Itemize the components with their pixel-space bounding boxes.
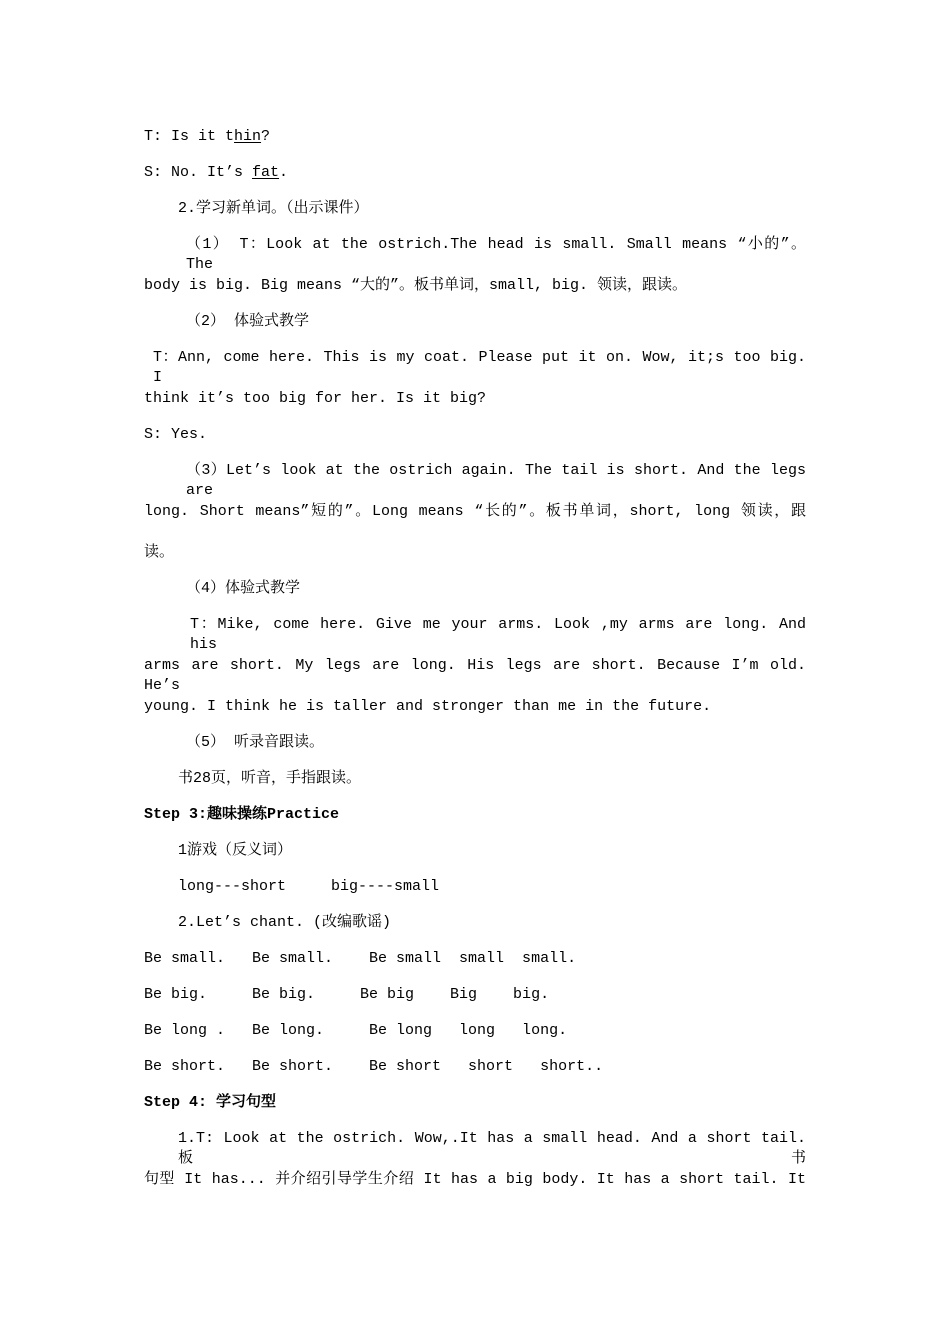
paragraph-line: （3）Let’s look at the ostrich again. The tail is short. And the legs are (186, 462, 806, 499)
paragraph-line: T：Mike, come here. Give me your arms. Look ,my arms are long. And his (190, 616, 806, 653)
paragraph-line: young. I think he is taller and stronger than me in the future. (144, 698, 712, 715)
dialogue-line-student: S: Yes. (144, 426, 208, 443)
chant-line: Be long . Be long. Be long long long. (144, 1022, 568, 1039)
paragraph-line: 1.T: Look at the ostrich. Wow,.It has a small head. And a short tail. 板书 (178, 1130, 806, 1167)
text-segment: S: No. It’s (144, 164, 253, 181)
step-3-heading: Step 3:趣味操练Practice (144, 806, 340, 823)
step-4-heading: Step 4: 学习句型 (144, 1094, 277, 1111)
paragraph-line: think it’s too big for her. Is it big? (144, 390, 487, 407)
text-segment: ? (261, 128, 271, 145)
chant-line: Be small. Be small. Be small small small. (144, 950, 577, 967)
section-heading-new-words: 2.学习新单词。（出示课件） (178, 200, 369, 217)
paragraph-line: 读。 (144, 544, 175, 561)
paragraph-line: 句型 It has... 并介绍引导学生介绍 It has a big body. It has a short tail. It (144, 1171, 806, 1188)
dialogue-line-student-fat (144, 163, 288, 183)
paragraph-line: （1） T：Look at the ostrich.The head is small. Small means “小的”。 The (186, 236, 806, 273)
paragraph-line: long. Short means”短的”。Long means “长的”。板书单词，short, long 领读，跟 (144, 503, 806, 520)
section-heading-chant: 2.Let’s chant. (改编歌谣) (178, 914, 392, 931)
underlined-word-fat: fat (252, 164, 280, 181)
chant-line: Be short. Be short. Be short short short.. (144, 1058, 604, 1075)
paragraph-line: 书28页，听音，手指跟读。 (178, 770, 362, 787)
chant-line: Be big. Be big. Be big Big big. (144, 986, 550, 1003)
dialogue-line-teacher-thin (144, 127, 270, 147)
section-heading-game: 1游戏（反义词） (178, 842, 293, 859)
antonym-pairs: long---short big----small (178, 878, 440, 895)
subheading-experiential-teaching: （2） 体验式教学 (186, 313, 310, 330)
paragraph-line: body is big. Big means “大的”。板书单词，small, big. 领读，跟读。 (144, 277, 688, 294)
underlined-word-thin: hin (234, 128, 262, 145)
text-segment: T: Is it t (144, 128, 235, 145)
text-segment: . (279, 164, 289, 181)
subheading-listen-repeat: （5） 听录音跟读。 (186, 734, 325, 751)
subheading-experiential-teaching: （4）体验式教学 (186, 580, 301, 597)
paragraph-line: arms are short. My legs are long. His legs are short. Because I’m old. He’s (144, 657, 806, 694)
paragraph-line: T：Ann, come here. This is my coat. Please put it on. Wow, it;s too big. I (153, 349, 806, 386)
